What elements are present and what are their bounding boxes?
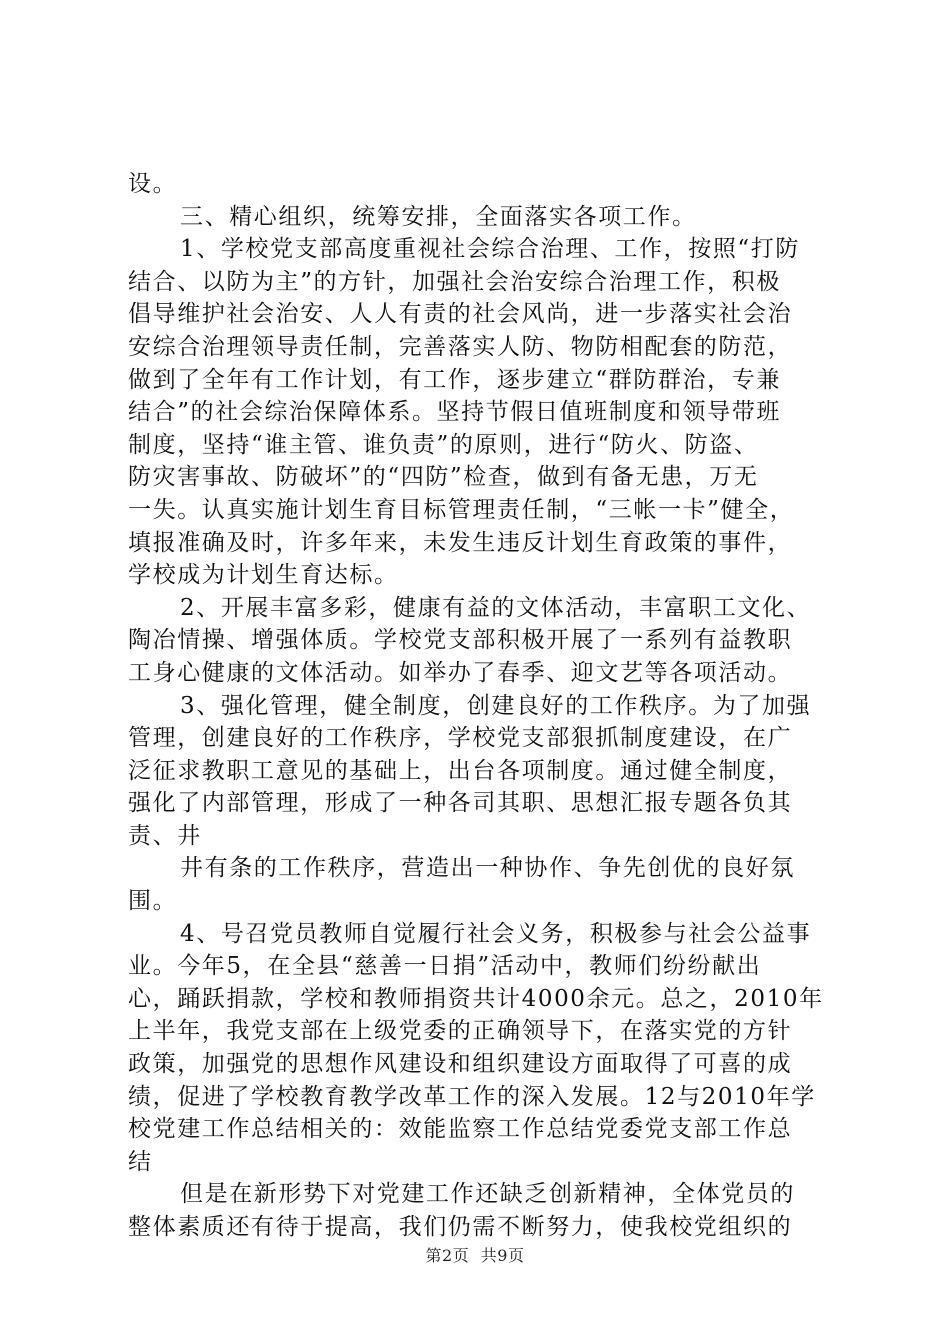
page-total: 共9页 [480,1246,525,1265]
text-line: 学校成为计划生育达标。 [128,562,399,589]
text-line: 但是在新形势下对党建工作还缺乏创新精神，全体党员的 [180,1181,795,1208]
text-line: 2、开展丰富多彩，健康有益的文体活动，丰富职工文化、 [180,594,812,621]
text-line: 制度，坚持“谁主管、谁负责”的原则，进行“防火、防盗、 [128,431,759,458]
text-line: 4、号召党员教师自觉履行社会义务，积极参与社会公益事 [180,920,812,947]
text-line: 结合”的社会综治保障体系。坚持节假日值班制度和领导带班 [128,399,781,426]
text-line: 整体素质还有待于提高，我们仍需不断努力，使我校党组织的 [128,1214,793,1240]
text-line: 设。 [128,171,178,197]
text-line: 做到了全年有工作计划，有工作，逐步建立“群防群治，专兼 [128,366,781,393]
text-line: 防灾害事故、防破坏”的“四防”检查，做到有备无患，万无 [128,464,759,491]
page-footer [0,1243,950,1266]
text-line: 心，踊跃捐款，学校和教师捐资共计4000余元。总之，2010年 [128,985,824,1012]
text-line: 1、学校党支部高度重视社会综合治理、工作，按照“打防 [180,236,800,263]
text-line: 井有条的工作秩序，营造出一种协作、争先创优的良好氛 [180,855,795,882]
text-line: 上半年，我党支部在上级党委的正确领导下，在落实党的方针 [128,1018,793,1045]
text-line: 安综合治理领导责任制，完善落实人防、物防相配套的防范， [128,333,793,360]
text-line: 结 [128,1148,153,1175]
text-line: 绩，促进了学校教育教学改革工作的深入发展。12与2010年学 [128,1083,816,1110]
text-line: 管理，创建良好的工作秩序，学校党支部狠抓制度建设，在广 [128,725,793,752]
document-body [128,168,840,1244]
text-line: 3、强化管理，健全制度，创建良好的工作秩序。为了加强 [180,692,812,719]
text-line: 倡导维护社会治安、人人有责的社会风尚，进一步落实社会治 [128,301,793,328]
section-heading: 三、精心组织，统筹安排，全面落实各项工作。 [180,203,697,230]
text-line: 填报准确及时，许多年来，未发生违反计划生育政策的事件， [128,529,793,556]
text-line: 围。 [128,888,178,915]
text-line: 责、井 [128,822,202,849]
page-number: 第2页 [425,1246,470,1265]
text-line: 结合、以防为主”的方针，加强社会治安综合治理工作，积极 [128,268,781,295]
text-line: 校党建工作总结相关的：效能监察工作总结党委党支部工作总 [128,1116,793,1143]
text-line: 业。今年5，在全县“慈善一日捐”活动中，教师们纷纷献出 [128,953,762,980]
text-line: 一失。认真实施计划生育目标管理责任制，“三帐一卡”健全， [128,496,795,523]
text-line: 陶冶情操、增强体质。学校党支部积极开展了一系列有益教职 [128,627,793,654]
text-line: 政策，加强党的思想作风建设和组织建设方面取得了可喜的成 [128,1051,793,1078]
text-line: 工身心健康的文体活动。如举办了春季、迎文艺等各项活动。 [128,659,793,686]
text-line: 强化了内部管理，形成了一种各司其职、思想汇报专题各负其 [128,790,793,817]
text-line: 泛征求教职工意见的基础上，出台各项制度。通过健全制度， [128,757,793,784]
